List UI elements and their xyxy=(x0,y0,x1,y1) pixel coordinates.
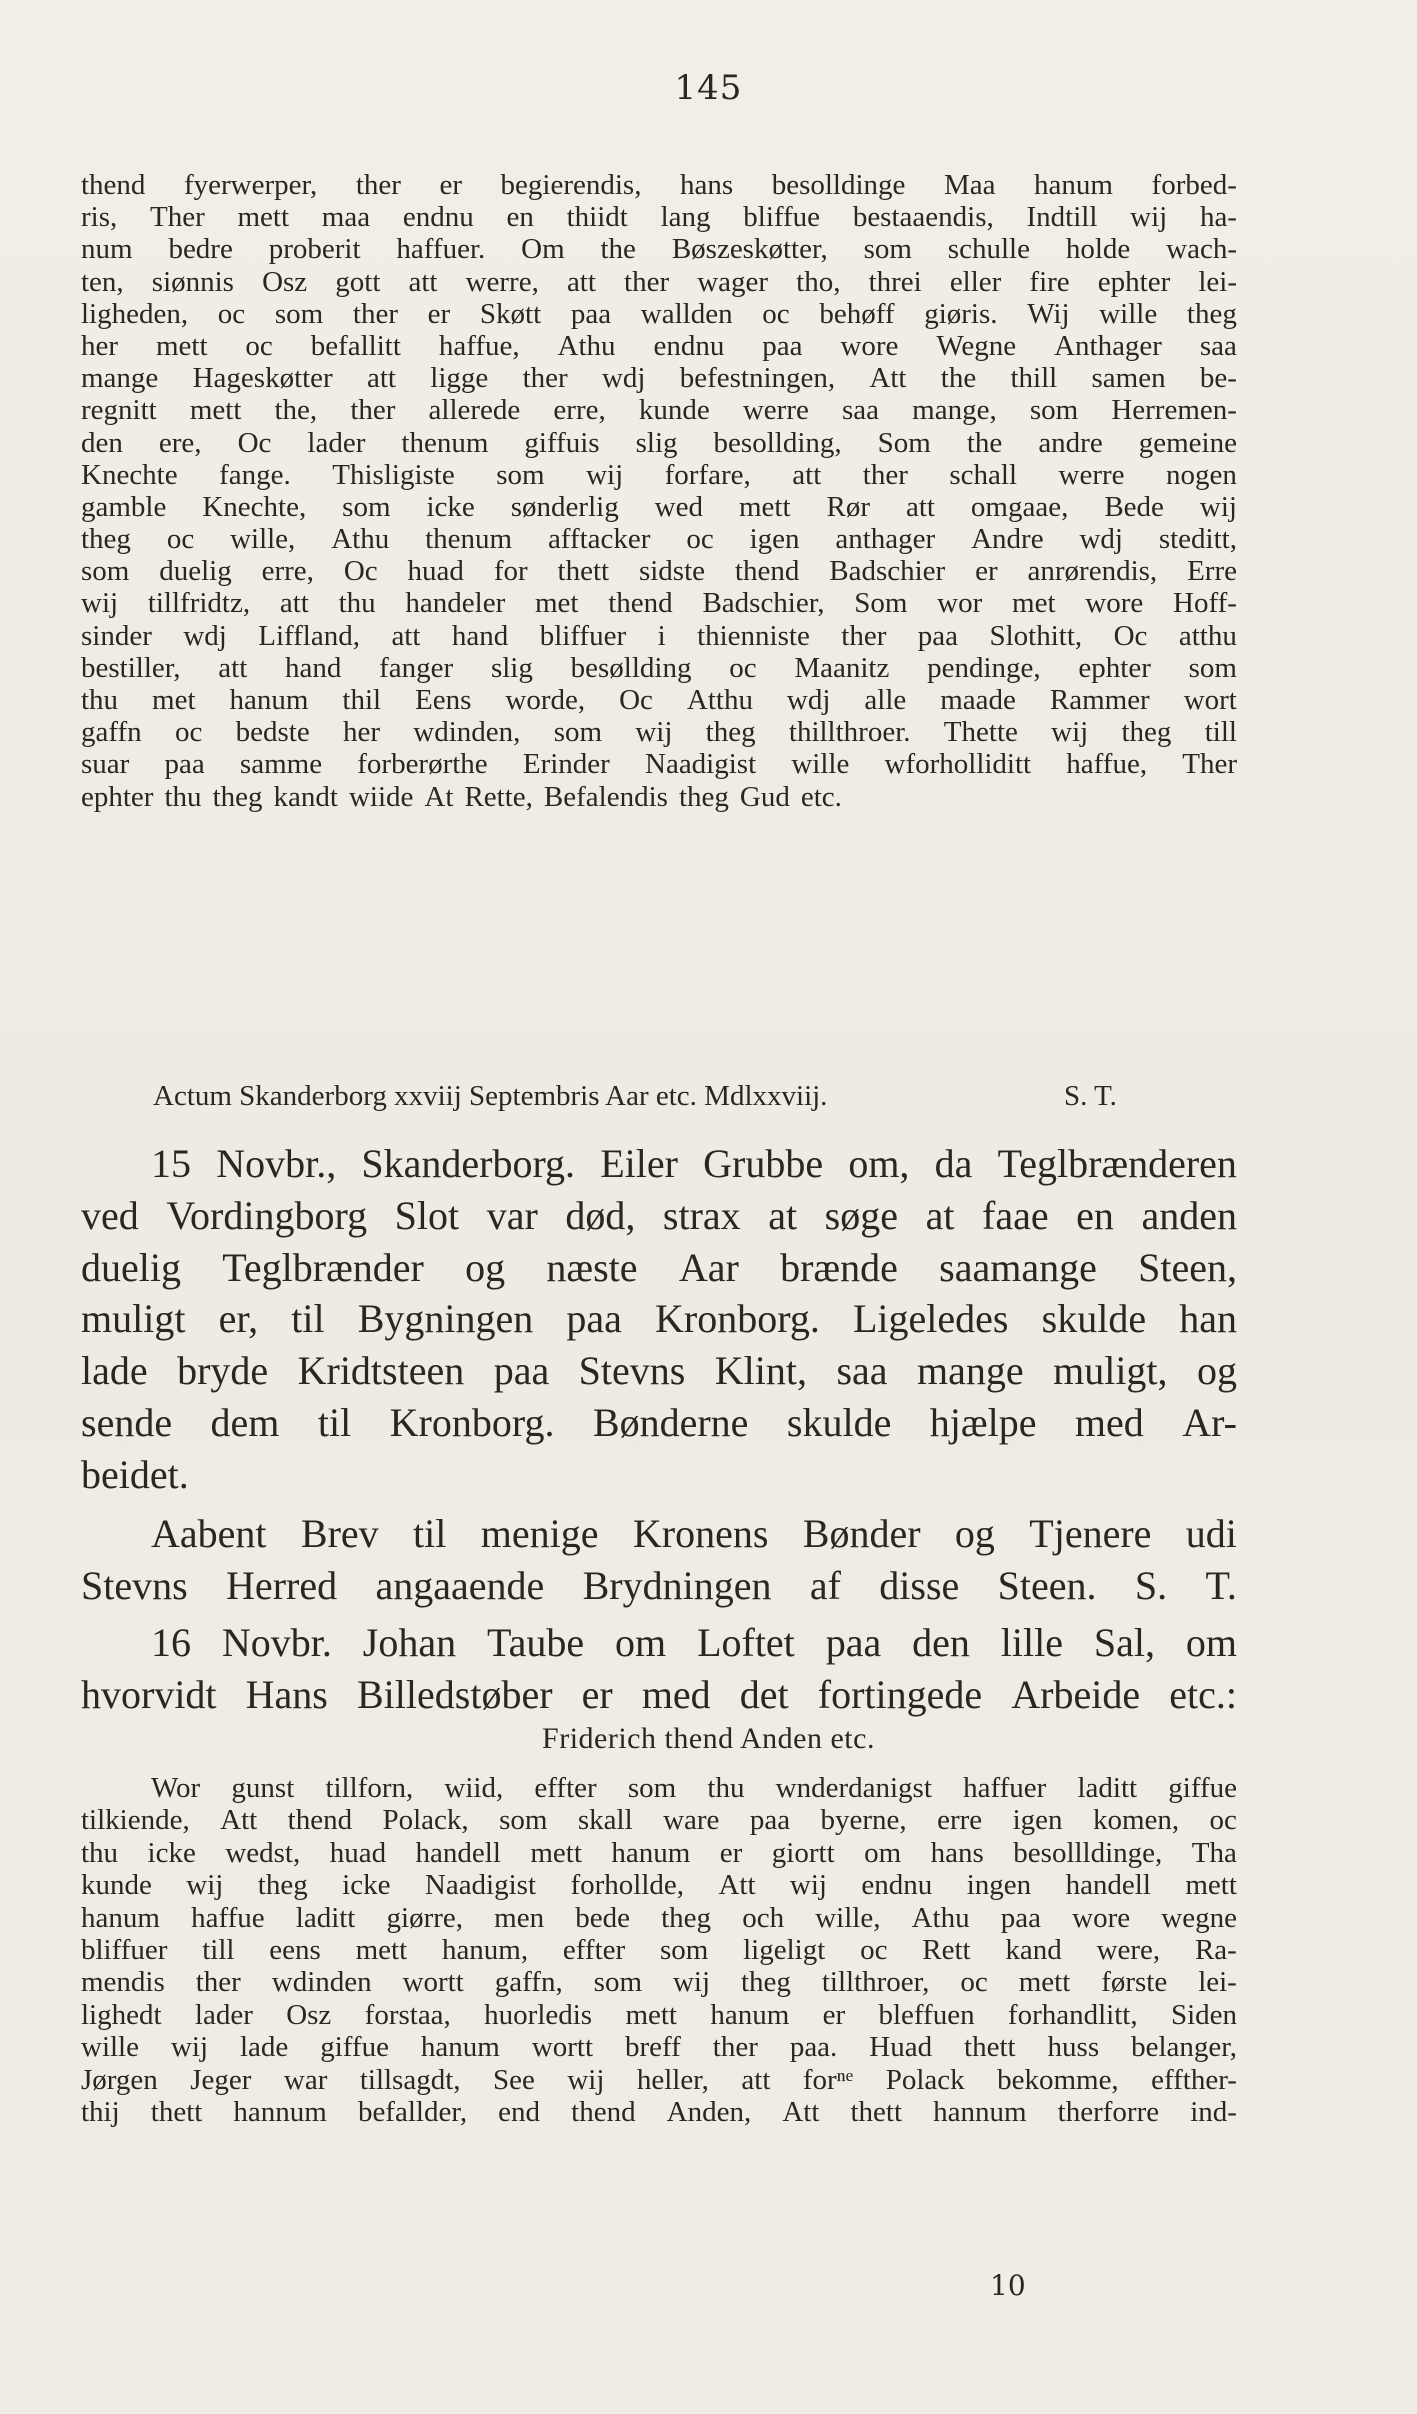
text-line: Aabent Brev til menige Kronens Bønder og Tjenere udi xyxy=(151,1511,1237,1556)
text-line: mendis ther wdinden wortt gaffn, som wij theg tillthroer, oc mett første lei- xyxy=(81,1966,1237,1999)
text-line: bliffuer till eens mett hanum, effter som ligeligt oc Rett kand were, Ra- xyxy=(81,1933,1237,1966)
text-line: sinder wdj Liffland, att hand bliffuer i thienniste ther paa Slothitt, Oc atthu xyxy=(81,619,1237,652)
text-line: sende dem til Kronborg. Bønderne skulde hjælpe med Ar- xyxy=(81,1399,1237,1445)
text-line: her mett oc befallitt haffue, Athu endnu paa wore Wegne Anthager saa xyxy=(81,329,1237,362)
text-line: regnitt mett the, ther allerede erre, kunde werre saa mange, som Herremen- xyxy=(81,394,1237,427)
text-line: suar paa samme forberørthe Erinder Naadigist wille wforholliditt haffue, Ther xyxy=(81,748,1237,781)
text-line: som duelig erre, Oc huad for thett sidste thend Badschier er anrørendis, Erre xyxy=(81,555,1237,588)
text-line: thu met hanum thil Eens worde, Oc Atthu wdj alle maade Rammer wort xyxy=(81,684,1237,716)
text-line: ephter thu theg kandt wiide At Rette, Befalendis theg Gud etc. xyxy=(81,780,842,813)
text-line: ligheden, oc som ther er Skøtt paa wallden oc behøff giøris. Wij wille theg xyxy=(81,297,1237,330)
text-line: ris, Ther mett maa endnu en thiidt lang bliffue bestaaendis, Indtill wij ha- xyxy=(81,201,1237,234)
text-line: lade bryde Kridtsteen paa Stevns Klint, saa mange muligt, og xyxy=(81,1348,1237,1394)
text-line: gamble Knechte, som icke sønderlig wed mett Rør att omgaae, Bede wij xyxy=(81,490,1237,523)
actum-signature: S. T. xyxy=(1064,1080,1117,1112)
text-line: den ere, Oc lader thenum giffuis slig besollding, Som the andre gemeine xyxy=(81,426,1237,459)
text-line: thend fyerwerper, ther er begierendis, hans besolldinge Maa hanum forbed- xyxy=(81,169,1237,201)
paragraph-open-letter xyxy=(81,1508,1237,1612)
text-line: thu icke wedst, huad handell mett hanum er giortt om hans besollldinge, Tha xyxy=(81,1836,1237,1869)
text-line: wille wij lade giffue hanum wortt breff ther paa. Huad thett huss belanger, xyxy=(81,2031,1237,2064)
text-line: 15 Novbr., Skanderborg. Eiler Grubbe om, da Teglbrænderen xyxy=(151,1141,1237,1186)
text-line: theg oc wille, Athu thenum afftacker oc igen anthager Andre wdj steditt, xyxy=(81,523,1237,556)
text-line: lighedt lader Osz forstaa, huorledis mett hanum er bleffuen forhandlitt, Siden xyxy=(81,1998,1237,2031)
text-line: duelig Teglbrænder og næste Aar brænde saamange Steen, xyxy=(81,1244,1237,1290)
text-line: hanum haffue laditt giørre, men bede theg och wille, Athu paa wore wegne xyxy=(81,1901,1237,1934)
paragraph-letter-continuation xyxy=(81,163,1237,813)
text-line: bestiller, att hand fanger slig besøllding oc Maanitz pendinge, ephter som xyxy=(81,651,1237,684)
text-line: Wor gunst tillforn, wiid, effter som thu wnderdanigst haffuer laditt giffue xyxy=(151,1772,1237,1804)
paragraph-summary-taube xyxy=(81,1617,1237,1721)
text-line: 16 Novbr. Johan Taube om Loftet paa den lille Sal, om xyxy=(151,1620,1237,1665)
text-line: ved Vordingborg Slot var død, strax at søge at faae en anden xyxy=(81,1192,1237,1238)
salutation: Friderich thend Anden etc. xyxy=(542,1722,875,1755)
text-line: num bedre proberit haffuer. Om the Bøszeskøtter, som schulle holde wach- xyxy=(81,233,1237,266)
text-line: Stevns Herred angaaende Brydningen af disse Steen. S. T. xyxy=(81,1563,1237,1608)
text-line: ten, siønnis Osz gott att werre, att ther wager tho, threi eller fire ephter lei- xyxy=(81,265,1237,298)
text-line: beidet. xyxy=(81,1451,189,1497)
actum-line xyxy=(153,1074,1153,1118)
text-line: gaffn oc bedste her wdinden, som wij theg thillthroer. Thette wij theg till xyxy=(81,716,1237,749)
signature-mark: 10 xyxy=(990,2269,1026,2302)
text-line: hvorvidt Hans Billedstøber er med det fortingede Arbeide etc.: xyxy=(81,1672,1237,1717)
text-line: thij thett hannum befallder, end thend Anden, Att thett hannum therforre ind- xyxy=(81,2095,1237,2128)
paragraph-summary-grubbe xyxy=(81,1138,1237,1501)
text-line: mange Hageskøtter att ligge ther wdj befestningen, Att the thill samen be- xyxy=(81,362,1237,395)
text-line: kunde wij theg icke Naadigist forhollde, Att wij endnu ingen handell mett xyxy=(81,1869,1237,1902)
paragraph-letter-taube xyxy=(81,1766,1237,2128)
page-number: 145 xyxy=(674,68,743,108)
text-line: wij tillfridtz, att thu handeler met thend Badschier, Som wor met wore Hoff- xyxy=(81,587,1237,620)
text-line: muligt er, til Bygningen paa Kronborg. Ligeledes skulde han xyxy=(81,1296,1237,1342)
actum-text: Actum Skanderborg xxviij Septembris Aar etc. Mdlxxviij. xyxy=(153,1080,828,1112)
text-line: Jørgen Jeger war tillsagdt, See wij heller, att forⁿᵉ Polack bekomme, effther- xyxy=(81,2063,1237,2096)
text-line: tilkiende, Att thend Polack, som skall ware paa byerne, erre igen komen, oc xyxy=(81,1804,1237,1837)
text-line: Knechte fange. Thisligiste som wij forfare, att ther schall werre nogen xyxy=(81,458,1237,491)
